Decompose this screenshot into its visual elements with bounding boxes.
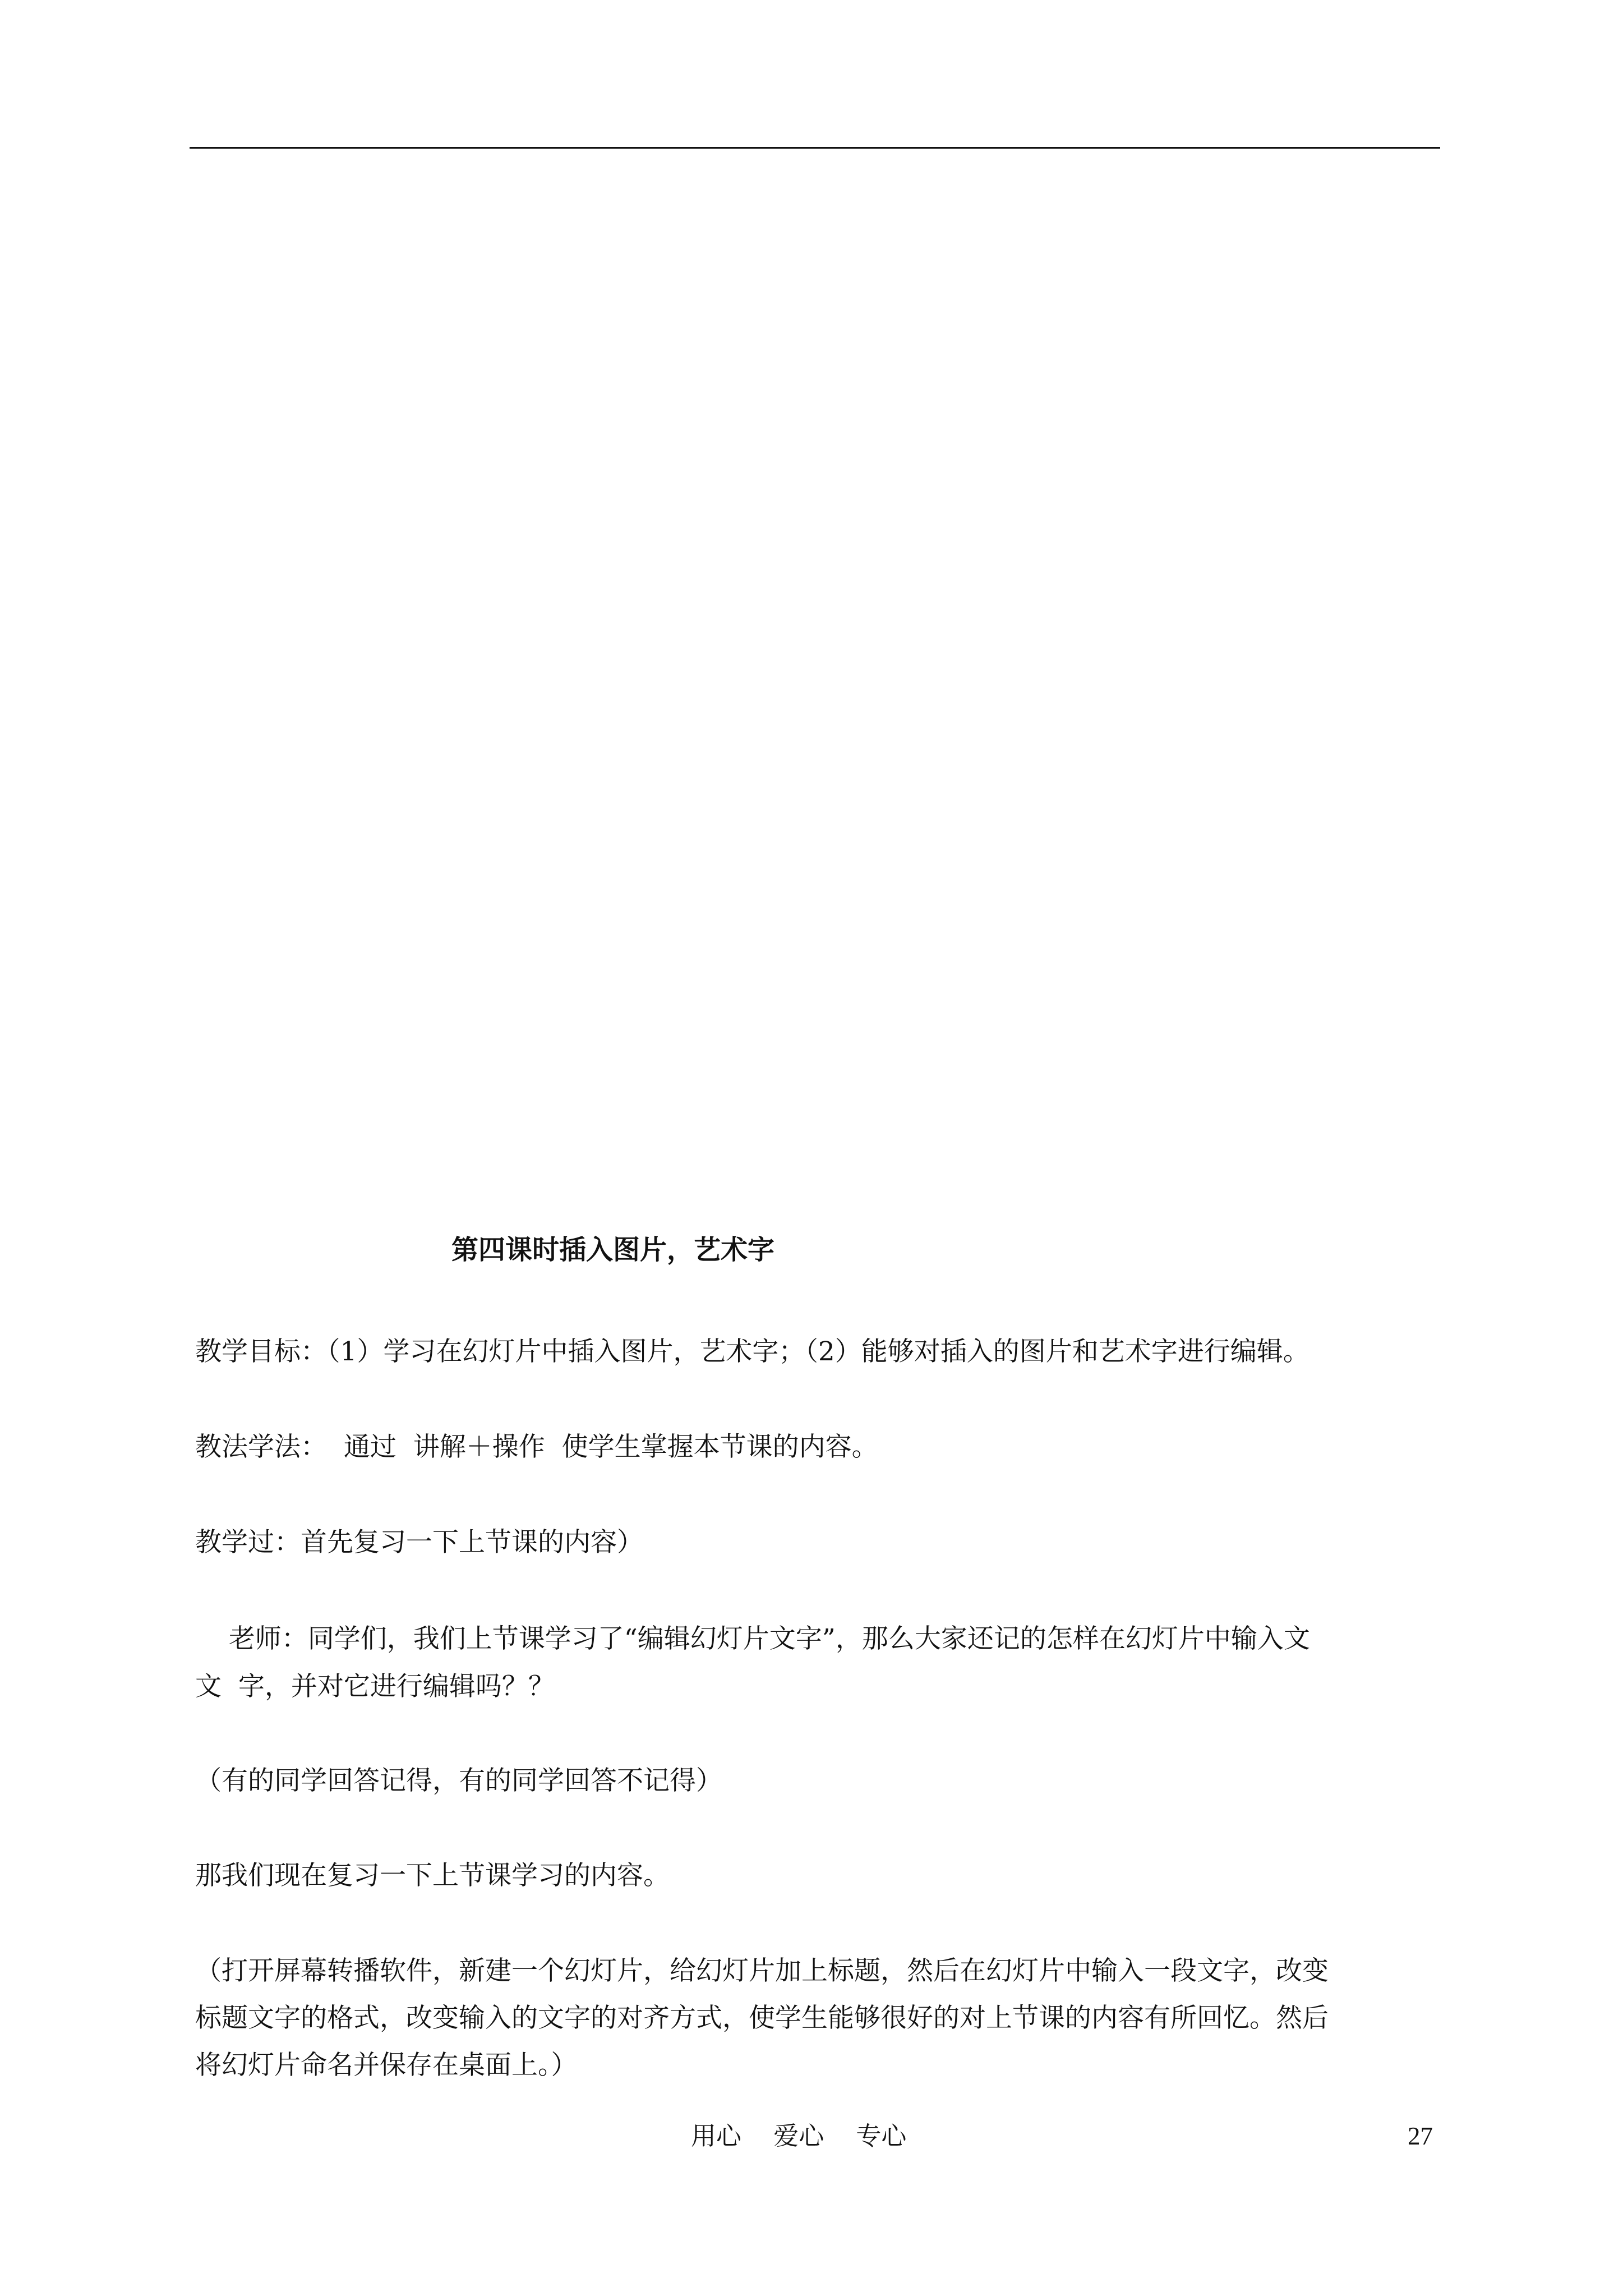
header-rule <box>190 147 1440 149</box>
teacher-question-line-2: 文 字，并对它进行编辑吗？？ <box>195 1671 555 1702</box>
teaching-methods-paragraph: 教法学法： 通过 讲解＋操作 使学生掌握本节课的内容。 <box>195 1432 878 1462</box>
teaching-goals-paragraph: 教学目标：（1）学习在幻灯片中插入图片，艺术字；（2）能够对插入的图片和艺术字进行编辑。 <box>195 1336 1310 1367</box>
page-number: 27 <box>1408 2122 1433 2150</box>
teaching-process-paragraph: 教学过：首先复习一下上节课的内容） <box>195 1527 643 1558</box>
teacher-question-line-1: 老师：同学们，我们上节课学习了“编辑幻灯片文字”，那么大家还记的怎样在幻灯片中输入文 <box>195 1623 1310 1654</box>
review-steps-line-3: 将幻灯片命名并保存在桌面上。） <box>195 2050 578 2081</box>
review-steps-line-2: 标题文字的格式，改变输入的文字的对齐方式，使学生能够很好的对上节课的内容有所回忆。然后 <box>195 2003 1329 2033</box>
review-intro-paragraph: 那我们现在复习一下上节课学习的内容。 <box>195 1860 670 1891</box>
review-steps-line-1: （打开屏幕转播软件，新建一个幻灯片，给幻灯片加上标题，然后在幻灯片中输入一段文字，改变 <box>195 1955 1329 1986</box>
lesson-title: 第四课时插入图片，艺术字 <box>451 1234 775 1266</box>
footer-motto: 用心 爱心 专心 <box>691 2121 907 2151</box>
student-response-paragraph: （有的同学回答记得，有的同学回答不记得） <box>195 1765 722 1796</box>
